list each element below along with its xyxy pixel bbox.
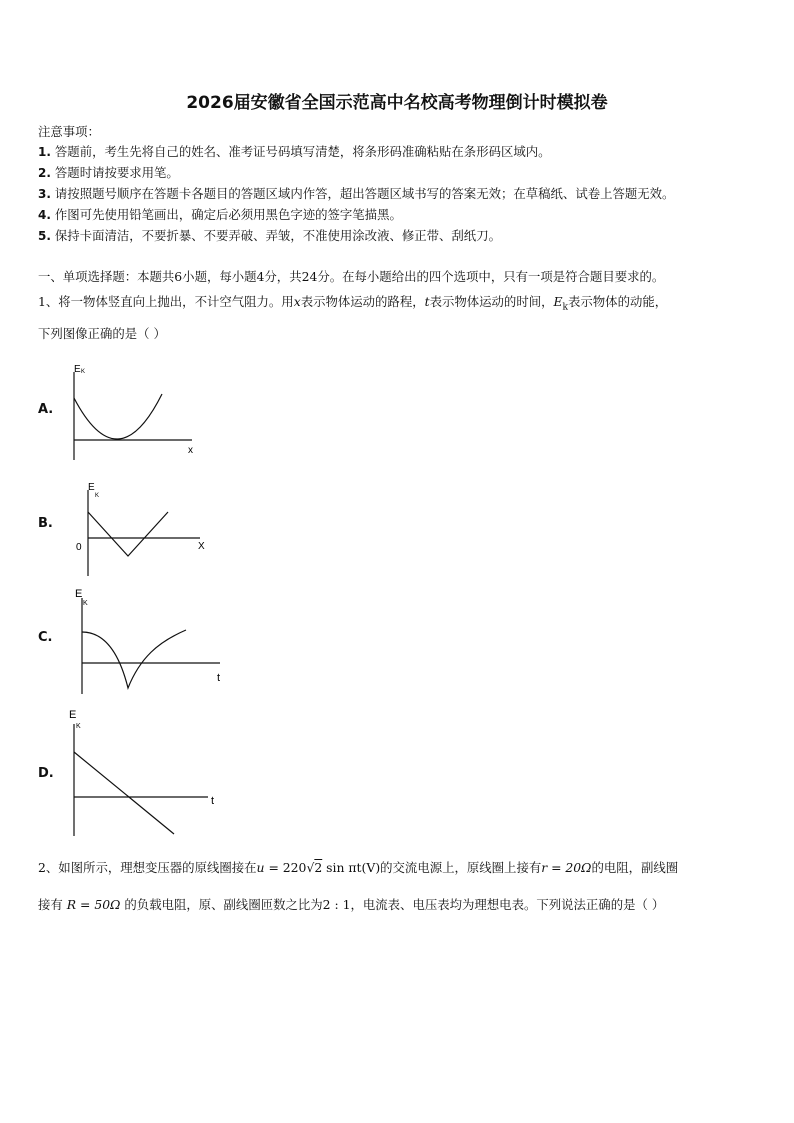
option-b-label: B.: [38, 516, 53, 531]
option-d-label: D.: [38, 766, 54, 781]
question-1-line-2: 下列图像正确的是（ ）: [38, 326, 166, 341]
question-2-line-1: [38, 858, 678, 876]
note-text: 答题前，考生先将自己的姓名、准考证号码填写清楚，将条形码准确粘贴在条形码区域内。: [54, 144, 551, 159]
note-item-1: [38, 142, 551, 160]
x-axis-label: x: [188, 445, 193, 456]
x-axis-label: t: [217, 672, 221, 684]
page-title: 2026届安徽省全国示范高中名校高考物理倒计时模拟卷: [186, 93, 608, 113]
q1-text: 表示物体运动的路程，: [300, 294, 425, 309]
note-item-5: [38, 226, 501, 244]
formula-var: u: [256, 860, 265, 875]
q1-var-ek: E: [553, 294, 563, 309]
ek-curve: [82, 630, 186, 688]
ek-curve: [74, 394, 162, 439]
x-axis-label: t: [211, 795, 215, 807]
y-axis-label: E: [74, 364, 81, 375]
note-number: 1.: [38, 145, 51, 159]
y-axis-label-sub: K: [76, 723, 81, 730]
section-heading: 一、单项选择题：本题共6小题，每小题4分，共24分。在每小题给出的四个选项中，只有一项是符合题目要求的。: [38, 269, 665, 284]
q2-text: 的交流电源上，原线圈上接有: [380, 860, 542, 875]
note-text: 请按照题号顺序在答题卡各题目的答题区域内作答，超出答题区域书写的答案无效；在草稿纸、试卷上答题无效。: [54, 186, 675, 201]
formula-part: = 220: [264, 860, 307, 875]
q1-var-t: t: [424, 294, 430, 309]
y-axis-label: E: [88, 482, 95, 493]
q2-text: ，电流表、电压表均为理想电表。下列说法正确的是（ ）: [350, 897, 665, 912]
note-text: 答题时请按要求用笔。: [54, 165, 179, 180]
note-item-4: [38, 205, 402, 223]
question-2-line-2: [38, 895, 664, 913]
q2-ratio: 2 : 1: [322, 897, 351, 912]
q2-text: 接有: [38, 897, 63, 912]
note-text: 保持卡面清洁，不要折暴、不要弄破、弄皱，不准使用涂改液、修正带、刮纸刀。: [54, 228, 501, 243]
option-c-graph: [70, 586, 230, 698]
note-number: 5.: [38, 229, 51, 243]
question-1-line-1: [38, 292, 667, 312]
y-axis-label-sub: K: [83, 600, 88, 607]
option-a-label: A.: [38, 402, 54, 417]
formula-part: sin πt(V): [322, 860, 381, 875]
ek-line: [88, 512, 168, 556]
sqrt-symbol: √: [306, 860, 315, 875]
y-axis-label: E: [69, 709, 77, 721]
note-number: 4.: [38, 208, 51, 222]
q2-r-formula: r = 20Ω: [541, 860, 592, 875]
y-axis-label: E: [75, 588, 83, 600]
note-text: 作图可先使用铅笔画出，确定后必须用黑色字迹的签字笔描黑。: [54, 207, 402, 222]
note-number: 3.: [38, 187, 51, 201]
option-b-graph: [72, 478, 222, 578]
origin-label: 0: [76, 542, 82, 553]
q2-voltage-formula: [257, 860, 381, 875]
q1-text: 1、将一物体竖直向上抛出，不计空气阻力。用: [38, 294, 294, 309]
note-item-3: [38, 184, 674, 202]
q2-text: 2、如图所示，理想变压器的原线圈接在: [38, 860, 257, 875]
note-item-2: [38, 163, 179, 181]
q2-R-formula: R = 50Ω: [66, 897, 121, 912]
note-number: 2.: [38, 166, 51, 180]
notes-heading: 注意事项：: [38, 124, 100, 139]
x-axis-label: X: [198, 541, 205, 552]
q1-var-x: x: [293, 294, 301, 309]
formula-radicand: 2: [314, 860, 323, 875]
q2-text: 的负载电阻，原、副线圈匝数之比为: [124, 897, 323, 912]
option-d-graph: [62, 704, 227, 838]
q1-text: 表示物体的动能，: [568, 294, 668, 309]
q1-text: 表示物体运动的时间，: [429, 294, 554, 309]
ek-line: [74, 752, 174, 834]
y-axis-label-sub: K: [81, 369, 86, 375]
option-c-label: C.: [38, 630, 53, 645]
option-a-graph: [60, 360, 210, 470]
y-axis-label-sub: K: [95, 493, 100, 499]
q2-text: 的电阻，副线圈: [591, 860, 679, 875]
q1-var-ek-sub: k: [562, 302, 569, 313]
